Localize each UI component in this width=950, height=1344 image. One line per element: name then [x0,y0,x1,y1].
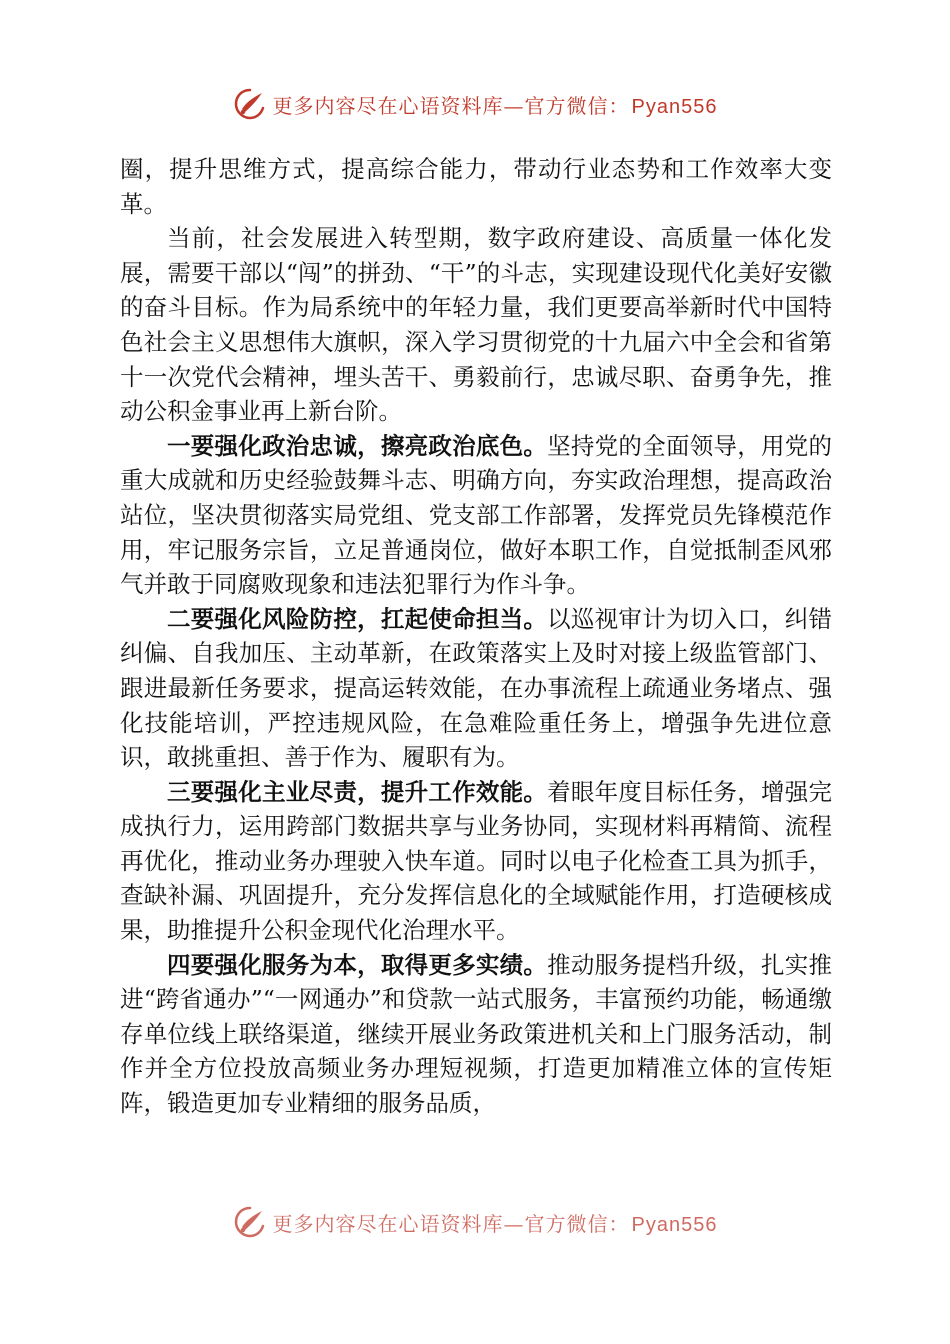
paragraph-3: 一要强化政治忠诚，擦亮政治底色。坚持党的全面领导，用党的重大成就和历史经验鼓舞斗志、明确方向，夯实政治理想，提高政治站位，坚决贯彻落实局党组、党支部工作部署，发挥党员先锋模范作用，牢记服务宗旨，立足普通岗位，做好本职工作，自觉抵制歪风邪气并敢于同腐败现象和违法犯罪行为作斗争。 [120,431,833,599]
watermark-text: 更多内容尽在心语资料库—官方微信： Pyan556 [272,93,718,118]
paragraph-heading: 四要强化服务为本，取得更多实绩。 [167,950,548,979]
paragraph-heading: 二要强化风险防控，扛起使命担当。 [167,604,548,633]
brush-logo-icon [233,1205,267,1239]
paragraph-4: 二要强化风险防控，扛起使命担当。以巡视审计为切入口，纠错纠偏、自我加压、主动革新，在政策落实上及时对接上级监管部门、跟进最新任务要求，提高运转效能，在办事流程上疏通业务堵点、强化技能培训，严控违规风险，在急难险重任务上，增强争先进位意识，敢挑重担、善于作为、履职有为。 [120,604,833,772]
watermark-header [0,84,950,124]
paragraph-6: 四要强化服务为本，取得更多实绩。推动服务提档升级，扎实推进“跨省通办”“一网通办”和贷款一站式服务，丰富预约功能，畅通缴存单位线上联络渠道，继续开展业务政策进机关和上门服务活动，制作并全方位投放高频业务办理短视频，打造更加精准立体的宣传矩阵，锻造更加专业精细的服务品质， [120,950,833,1118]
paragraph-heading: 三要强化主业尽责，提升工作效能。 [167,777,548,806]
article-body [120,152,832,1121]
brush-logo-icon [233,87,267,121]
watermark-text: 更多内容尽在心语资料库—官方微信： Pyan556 [272,1211,718,1236]
paragraph-1: 圈，提升思维方式，提高综合能力，带动行业态势和工作效率大变革。 [120,155,832,218]
watermark-footer [0,1202,950,1242]
paragraph-2: 当前，社会发展进入转型期，数字政府建设、高质量一体化发展，需要干部以“闯”的拼劲、“干”的斗志，实现建设现代化美好安徽的奋斗目标。作为局系统中的年轻力量，我们更要高举新时代中国特色社会主义思想伟大旗帜，深入学习贯彻党的十九届六中全会和省第十一次党代会精神，埋头苦干、勇毅前行，忠诚尽职、奋勇争先，推动公积金事业再上新台阶。 [120,224,832,426]
paragraph-5: 三要强化主业尽责，提升工作效能。着眼年度目标任务，增强完成执行力，运用跨部门数据共享与业务协同，实现材料再精简、流程再优化，推动业务办理驶入快车道。同时以电子化检查工具为抓手，查缺补漏、巩固提升，充分发挥信息化的全域赋能作用，打造硬核成果，助推提升公积金现代化治理水平。 [120,777,833,945]
paragraph-heading: 一要强化政治忠诚，擦亮政治底色。 [167,431,548,460]
